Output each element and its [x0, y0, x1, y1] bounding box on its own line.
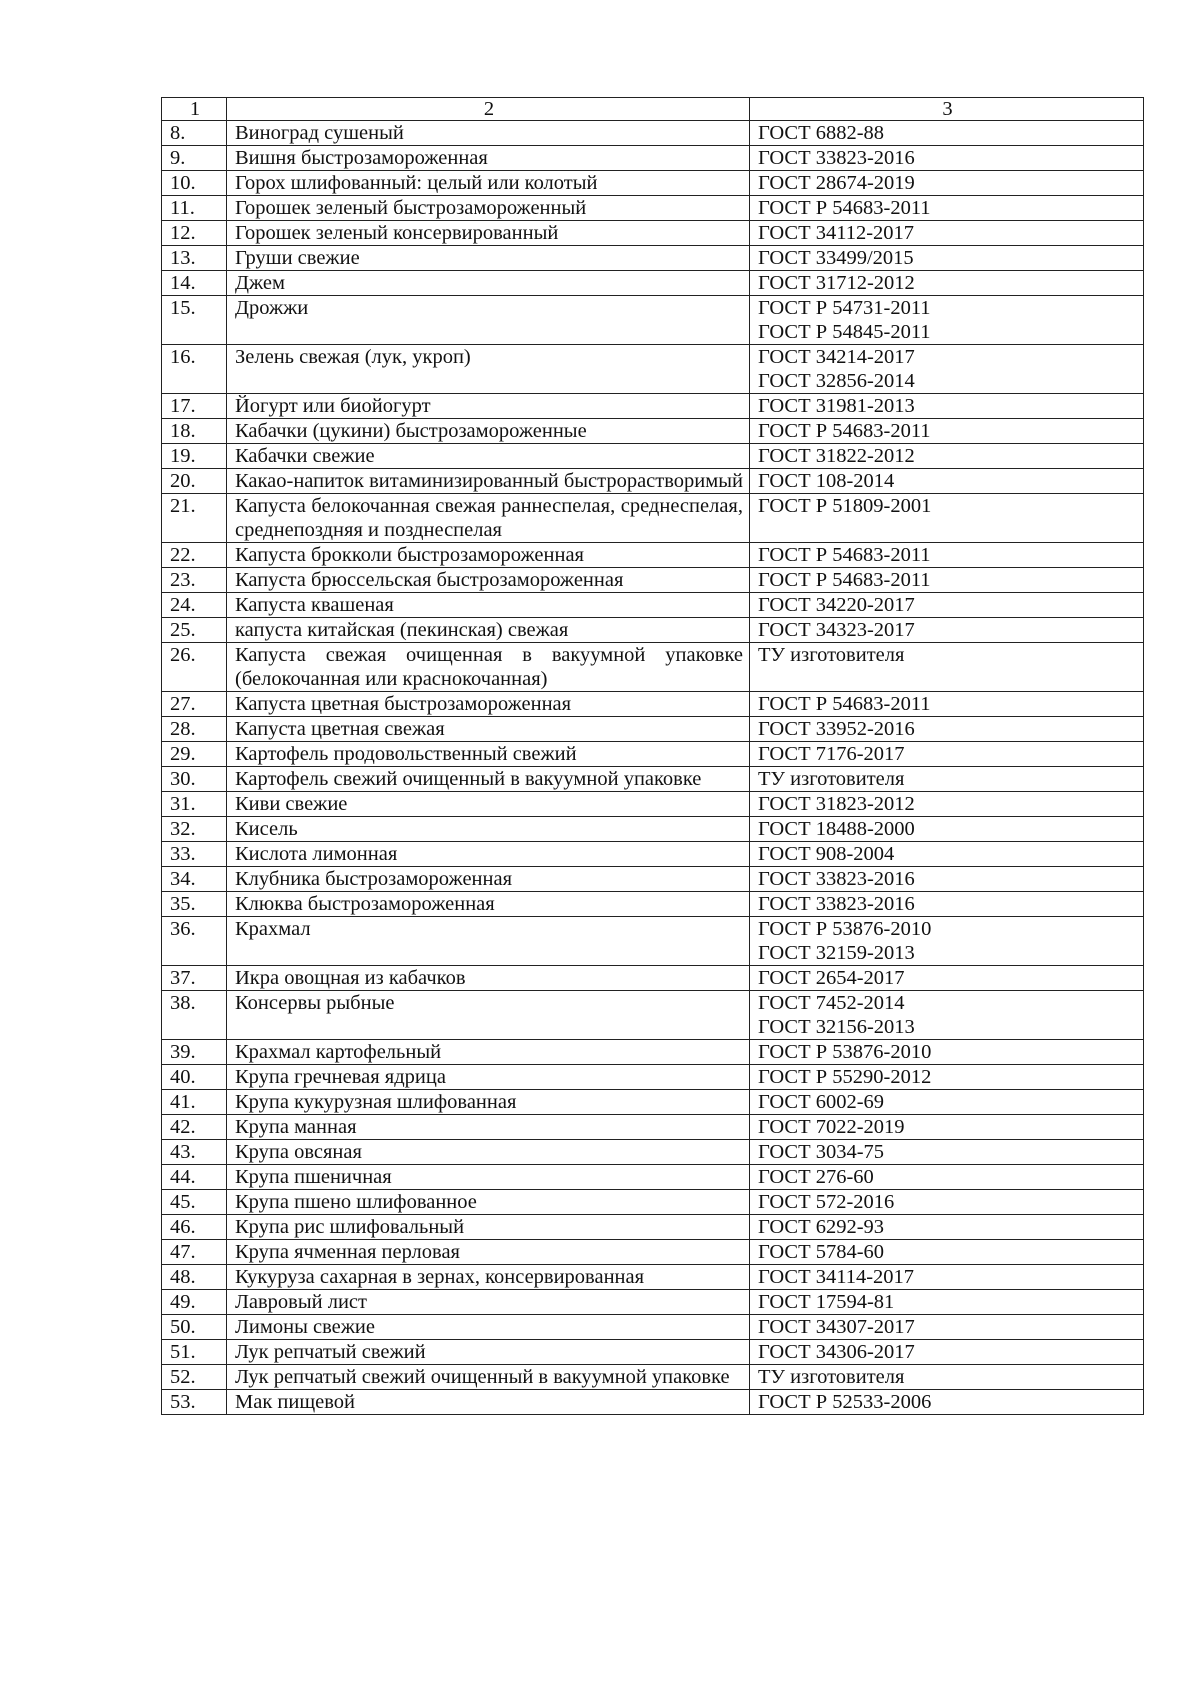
table-row	[162, 1115, 1144, 1140]
standard-code: ГОСТ Р 53876-2010	[758, 918, 932, 940]
table-row	[162, 146, 1144, 171]
standard-cell	[750, 171, 1144, 196]
table-row	[162, 1090, 1144, 1115]
product-name: Крупа рис шлифовальный	[227, 1215, 750, 1240]
standard-code: ГОСТ 6292-93	[758, 1216, 885, 1238]
row-number: 29.	[162, 742, 227, 767]
table-row	[162, 692, 1144, 717]
standard-code: ГОСТ 34306-2017	[758, 1341, 915, 1363]
row-number: 21.	[162, 494, 227, 543]
product-name: Кисель	[227, 817, 750, 842]
table-row	[162, 345, 1144, 394]
standard-code: ГОСТ 34307-2017	[758, 1316, 915, 1338]
standard-cell	[750, 1390, 1144, 1415]
row-number: 53.	[162, 1390, 227, 1415]
standard-code: ГОСТ 3034-75	[758, 1141, 885, 1163]
product-name: Крахмал	[227, 917, 750, 966]
standards-table	[161, 97, 1144, 1415]
table-row	[162, 196, 1144, 221]
product-name: Икра овощная из кабачков	[227, 966, 750, 991]
table-row	[162, 1340, 1144, 1365]
table-header-row	[162, 98, 1144, 121]
table-row	[162, 296, 1144, 345]
standard-cell	[750, 1340, 1144, 1365]
standard-code: ГОСТ 34112-2017	[758, 222, 915, 244]
standard-code: ГОСТ 33823-2016	[758, 868, 915, 890]
row-number: 9.	[162, 146, 227, 171]
product-name: Капуста белокочанная свежая раннеспелая, среднеспелая, среднепоздняя и позднеспелая	[227, 494, 750, 543]
product-name: Клубника быстрозамороженная	[227, 867, 750, 892]
standard-code: ГОСТ Р 54683-2011	[758, 544, 931, 566]
row-number: 34.	[162, 867, 227, 892]
table-row	[162, 867, 1144, 892]
table-row	[162, 767, 1144, 792]
standard-code: ГОСТ 33823-2016	[758, 893, 915, 915]
table-row	[162, 1215, 1144, 1240]
standard-code: ГОСТ 18488-2000	[758, 818, 915, 840]
standard-cell	[750, 717, 1144, 742]
table-row	[162, 469, 1144, 494]
standard-code: ГОСТ 908-2004	[758, 843, 895, 865]
table-row	[162, 1365, 1144, 1390]
standard-cell	[750, 1240, 1144, 1265]
row-number: 28.	[162, 717, 227, 742]
product-name: Мак пищевой	[227, 1390, 750, 1415]
table-row	[162, 817, 1144, 842]
product-name: Крупа кукурузная шлифованная	[227, 1090, 750, 1115]
table-row	[162, 1390, 1144, 1415]
standard-cell	[750, 568, 1144, 593]
product-name: Капуста брокколи быстрозамороженная	[227, 543, 750, 568]
row-number: 18.	[162, 419, 227, 444]
standard-code: ГОСТ 276-60	[758, 1166, 874, 1188]
standard-cell	[750, 1140, 1144, 1165]
standard-cell	[750, 917, 1144, 966]
table-row	[162, 568, 1144, 593]
product-name: Какао-напиток витаминизированный быстрорастворимый	[227, 469, 750, 494]
table-row	[162, 444, 1144, 469]
header-col-standard: 3	[750, 98, 1144, 121]
table-row	[162, 271, 1144, 296]
standard-code: ГОСТ 108-2014	[758, 470, 895, 492]
standard-cell	[750, 618, 1144, 643]
standard-cell	[750, 345, 1144, 394]
product-name: Вишня быстрозамороженная	[227, 146, 750, 171]
standard-code: ГОСТ 33499/2015	[758, 247, 914, 269]
standard-code: ГОСТ 17594-81	[758, 1291, 895, 1313]
row-number: 44.	[162, 1165, 227, 1190]
row-number: 32.	[162, 817, 227, 842]
product-name: Кабачки (цукини) быстрозамороженные	[227, 419, 750, 444]
standard-cell	[750, 1190, 1144, 1215]
standard-cell	[750, 1040, 1144, 1065]
standard-code: ГОСТ 34323-2017	[758, 619, 915, 641]
product-name: Киви свежие	[227, 792, 750, 817]
row-number: 35.	[162, 892, 227, 917]
table-row	[162, 593, 1144, 618]
table-row	[162, 618, 1144, 643]
standard-code: ГОСТ 34220-2017	[758, 594, 915, 616]
row-number: 14.	[162, 271, 227, 296]
standard-cell	[750, 991, 1144, 1040]
product-name: Капуста брюссельская быстрозамороженная	[227, 568, 750, 593]
standard-code: ГОСТ Р 55290-2012	[758, 1066, 932, 1088]
standard-code: ГОСТ 31823-2012	[758, 793, 915, 815]
standard-cell	[750, 419, 1144, 444]
row-number: 47.	[162, 1240, 227, 1265]
standard-cell	[750, 1115, 1144, 1140]
standard-cell	[750, 271, 1144, 296]
standard-code: ГОСТ 6002-69	[758, 1091, 885, 1113]
standard-cell	[750, 817, 1144, 842]
row-number: 37.	[162, 966, 227, 991]
table-row	[162, 1240, 1144, 1265]
product-name: Груши свежие	[227, 246, 750, 271]
product-name: Консервы рыбные	[227, 991, 750, 1040]
row-number: 25.	[162, 618, 227, 643]
product-name: Лимоны свежие	[227, 1315, 750, 1340]
row-number: 8.	[162, 121, 227, 146]
standard-code: ГОСТ 7452-2014	[758, 992, 905, 1014]
row-number: 46.	[162, 1215, 227, 1240]
standard-cell	[750, 221, 1144, 246]
standard-code: ГОСТ Р 52533-2006	[758, 1391, 932, 1413]
standard-cell	[750, 1215, 1144, 1240]
standard-cell	[750, 643, 1144, 692]
standard-code: ГОСТ 33952-2016	[758, 718, 915, 740]
product-name: Кукуруза сахарная в зернах, консервированная	[227, 1265, 750, 1290]
standard-cell	[750, 1315, 1144, 1340]
standard-code: ГОСТ Р 54683-2011	[758, 420, 931, 442]
row-number: 31.	[162, 792, 227, 817]
table-row	[162, 1290, 1144, 1315]
row-number: 15.	[162, 296, 227, 345]
row-number: 33.	[162, 842, 227, 867]
table-row	[162, 1140, 1144, 1165]
table-row	[162, 394, 1144, 419]
row-number: 50.	[162, 1315, 227, 1340]
product-name: Картофель продовольственный свежий	[227, 742, 750, 767]
product-name: Кабачки свежие	[227, 444, 750, 469]
table-row	[162, 1040, 1144, 1065]
standard-code: ГОСТ Р 54845-2011	[758, 321, 931, 343]
row-number: 41.	[162, 1090, 227, 1115]
row-number: 11.	[162, 196, 227, 221]
table-row	[162, 1315, 1144, 1340]
product-name: Лук репчатый свежий очищенный в вакуумной упаковке	[227, 1365, 750, 1390]
product-name: Кислота лимонная	[227, 842, 750, 867]
product-name: Горошек зеленый быстрозамороженный	[227, 196, 750, 221]
header-col-name: 2	[227, 98, 750, 121]
row-number: 22.	[162, 543, 227, 568]
standard-code: ГОСТ 32159-2013	[758, 942, 915, 964]
table-row	[162, 1165, 1144, 1190]
product-name: Капуста свежая очищенная в вакуумной упаковке (белокочанная или краснокочанная)	[227, 643, 750, 692]
product-name: Капуста цветная свежая	[227, 717, 750, 742]
standard-code: ГОСТ 33823-2016	[758, 147, 915, 169]
row-number: 43.	[162, 1140, 227, 1165]
product-name: Крупа пшено шлифованное	[227, 1190, 750, 1215]
standard-cell	[750, 842, 1144, 867]
standard-code: ГОСТ 2654-2017	[758, 967, 905, 989]
standard-cell	[750, 593, 1144, 618]
table-row	[162, 1190, 1144, 1215]
table-row	[162, 494, 1144, 543]
product-name: Горох шлифованный: целый или колотый	[227, 171, 750, 196]
table-row	[162, 991, 1144, 1040]
table-row	[162, 892, 1144, 917]
standard-cell	[750, 121, 1144, 146]
product-name: Виноград сушеный	[227, 121, 750, 146]
row-number: 48.	[162, 1265, 227, 1290]
row-number: 49.	[162, 1290, 227, 1315]
table-row	[162, 742, 1144, 767]
product-name: Клюква быстрозамороженная	[227, 892, 750, 917]
row-number: 42.	[162, 1115, 227, 1140]
table-row	[162, 643, 1144, 692]
table-row	[162, 717, 1144, 742]
standard-cell	[750, 1165, 1144, 1190]
table-row	[162, 842, 1144, 867]
table-row	[162, 246, 1144, 271]
header-col-number: 1	[162, 98, 227, 121]
standard-code: ГОСТ 31712-2012	[758, 272, 915, 294]
row-number: 45.	[162, 1190, 227, 1215]
product-name: Капуста цветная быстрозамороженная	[227, 692, 750, 717]
standard-cell	[750, 966, 1144, 991]
row-number: 51.	[162, 1340, 227, 1365]
standard-code: ГОСТ 7022-2019	[758, 1116, 905, 1138]
standard-code: ГОСТ 32156-2013	[758, 1016, 915, 1038]
standard-code: ТУ изготовителя	[758, 768, 905, 790]
standard-cell	[750, 1290, 1144, 1315]
standard-code: ГОСТ 28674-2019	[758, 172, 915, 194]
standard-cell	[750, 394, 1144, 419]
standard-cell	[750, 444, 1144, 469]
standard-cell	[750, 196, 1144, 221]
row-number: 24.	[162, 593, 227, 618]
row-number: 13.	[162, 246, 227, 271]
table-row	[162, 917, 1144, 966]
row-number: 17.	[162, 394, 227, 419]
standard-cell	[750, 296, 1144, 345]
standard-code: ГОСТ 572-2016	[758, 1191, 895, 1213]
standard-cell	[750, 792, 1144, 817]
product-name: Крупа овсяная	[227, 1140, 750, 1165]
standards-table-body	[162, 98, 1144, 1415]
standard-code: ГОСТ Р 54731-2011	[758, 297, 931, 319]
row-number: 19.	[162, 444, 227, 469]
product-name: Горошек зеленый консервированный	[227, 221, 750, 246]
standard-code: ГОСТ Р 54683-2011	[758, 569, 931, 591]
row-number: 39.	[162, 1040, 227, 1065]
table-row	[162, 966, 1144, 991]
product-name: Дрожжи	[227, 296, 750, 345]
standard-code: ГОСТ Р 54683-2011	[758, 197, 931, 219]
row-number: 23.	[162, 568, 227, 593]
row-number: 36.	[162, 917, 227, 966]
row-number: 20.	[162, 469, 227, 494]
table-row	[162, 543, 1144, 568]
row-number: 16.	[162, 345, 227, 394]
product-name: Крупа пшеничная	[227, 1165, 750, 1190]
standard-cell	[750, 892, 1144, 917]
table-row	[162, 221, 1144, 246]
product-name: Картофель свежий очищенный в вакуумной упаковке	[227, 767, 750, 792]
standard-cell	[750, 1365, 1144, 1390]
table-row	[162, 792, 1144, 817]
standard-code: ГОСТ 5784-60	[758, 1241, 885, 1263]
product-name: Крупа манная	[227, 1115, 750, 1140]
standard-code: ГОСТ 34114-2017	[758, 1266, 915, 1288]
table-row	[162, 419, 1144, 444]
standard-cell	[750, 543, 1144, 568]
product-name: Крупа гречневая ядрица	[227, 1065, 750, 1090]
product-name: Зелень свежая (лук, укроп)	[227, 345, 750, 394]
row-number: 52.	[162, 1365, 227, 1390]
row-number: 10.	[162, 171, 227, 196]
row-number: 38.	[162, 991, 227, 1040]
row-number: 40.	[162, 1065, 227, 1090]
product-name: Крахмал картофельный	[227, 1040, 750, 1065]
table-row	[162, 171, 1144, 196]
row-number: 27.	[162, 692, 227, 717]
standard-cell	[750, 246, 1144, 271]
product-name: Капуста квашеная	[227, 593, 750, 618]
standard-code: ТУ изготовителя	[758, 1366, 905, 1388]
standard-cell	[750, 692, 1144, 717]
row-number: 30.	[162, 767, 227, 792]
row-number: 26.	[162, 643, 227, 692]
standard-code: ГОСТ 6882-88	[758, 122, 885, 144]
standard-cell	[750, 146, 1144, 171]
standard-code: ТУ изготовителя	[758, 644, 905, 666]
standard-code: ГОСТ 31822-2012	[758, 445, 915, 467]
table-row	[162, 1065, 1144, 1090]
row-number: 12.	[162, 221, 227, 246]
table-row	[162, 121, 1144, 146]
standard-cell	[750, 494, 1144, 543]
standard-code: ГОСТ 34214-2017	[758, 346, 915, 368]
product-name: Джем	[227, 271, 750, 296]
standard-code: ГОСТ Р 54683-2011	[758, 693, 931, 715]
table-row	[162, 1265, 1144, 1290]
standard-cell	[750, 742, 1144, 767]
standard-code: ГОСТ 7176-2017	[758, 743, 905, 765]
product-name: Крупа ячменная перловая	[227, 1240, 750, 1265]
standard-cell	[750, 767, 1144, 792]
product-name: Лук репчатый свежий	[227, 1340, 750, 1365]
standard-cell	[750, 469, 1144, 494]
product-name: Лавровый лист	[227, 1290, 750, 1315]
standard-code: ГОСТ Р 51809-2001	[758, 495, 932, 517]
standard-cell	[750, 867, 1144, 892]
product-name: капуста китайская (пекинская) свежая	[227, 618, 750, 643]
standard-code: ГОСТ 31981-2013	[758, 395, 915, 417]
product-name: Йогурт или биойогурт	[227, 394, 750, 419]
standard-cell	[750, 1090, 1144, 1115]
standard-cell	[750, 1265, 1144, 1290]
standard-cell	[750, 1065, 1144, 1090]
standard-code: ГОСТ Р 53876-2010	[758, 1041, 932, 1063]
standard-code: ГОСТ 32856-2014	[758, 370, 915, 392]
